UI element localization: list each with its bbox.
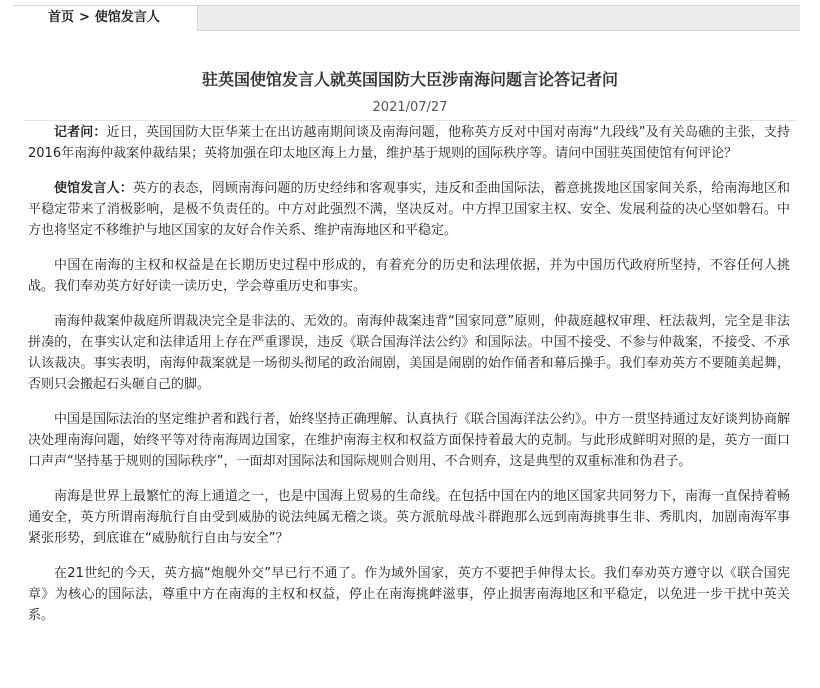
paragraph [28,311,790,395]
breadcrumb-separator: > [79,10,90,25]
paragraph [28,563,790,626]
paragraph-text: 英方的表态，罔顾南海问题的历史经纬和客观事实，违反和歪曲国际法，蓄意挑拨地区国家间关系，给南海地区和平稳定带来了消极影响，是极不负责任的。中方对此强烈不满，坚决反对。中方捍卫国家主权、安全、发展利益的决心坚如磐石。中方也将坚定不移维护与地区国家的友好合作关系、维护南海地区和平稳定。 [28,181,790,238]
paragraph [28,486,790,549]
speaker-label-reporter: 记者问： [54,125,107,140]
breadcrumb-current-link[interactable]: 使馆发言人 [94,10,160,25]
paragraph-text: 中国是国际法治的坚定维护者和践行者，始终坚持正确理解、认真执行《联合国海洋法公约》。中方一贯坚持通过友好谈判协商解决处理南海问题，始终平等对待南海周边国家，在维护南海主权和权益方面保持着最大的克制。与此形成鲜明对照的是，英方一面口口声声“坚持基于规则的国际秩序”，一面却对国际法和国际规则合则用、不合则弃，这是典型的双重标准和伪君子。 [28,412,790,469]
paragraph-text: 南海仲裁案仲裁庭所谓裁决完全是非法的、无效的。南海仲裁案违背“国家同意”原则，仲裁庭越权审理、枉法裁判，完全是非法拼凑的，在事实认定和法律适用上存在严重谬误，违反《联合国海洋法公约》和国际法。中国不接受、不参与仲裁案，不接受、不承认该裁决。事实表明，南海仲裁案就是一场彻头彻尾的政治闹剧，美国是闹剧的始作俑者和幕后操手。我们奉劝英方不要随美起舞，否则只会搬起石头砸自己的脚。 [28,314,790,392]
paragraph [28,409,790,472]
paragraph-text: 南海是世界上最繁忙的海上通道之一，也是中国海上贸易的生命线。在包括中国在内的地区国家共同努力下，南海一直保持着畅通安全，英方所谓南海航行自由受到威胁的说法纯属无稽之谈。英方派航母战斗群跑那么远到南海挑事生非、秀肌肉，加剧南海军事紧张形势，到底谁在“威胁航行自由与安全”？ [28,489,790,546]
breadcrumb-tab [14,6,198,31]
paragraph [28,255,790,297]
breadcrumb-home-link[interactable]: 首页 [48,10,75,25]
paragraph-answer [28,178,790,241]
page-title: 驻英国使馆发言人就英国国防大臣涉南海问题言论答记者问 [201,70,618,89]
article-body [28,122,790,640]
paragraph-text: 中国在南海的主权和权益是在长期历史过程中形成的，有着充分的历史和法理依据，并为中国历代政府所坚持，不容任何人挑战。我们奉劝英方好好读一读历史，学会尊重历史和事实。 [28,258,790,294]
speaker-label-spokesperson: 使馆发言人： [54,181,133,196]
publish-date: 2021/07/27 [372,100,448,115]
breadcrumb [14,5,800,31]
paragraph-text: 在21世纪的今天，英方搞“炮舰外交”早已行不通了。作为域外国家，英方不要把手伸得太长。我们奉劝英方遵守以《联合国宪章》为核心的国际法，尊重中方在南海的主权和权益，停止在南海挑衅滋事，停止损害南海地区和平稳定，以免进一步干扰中英关系。 [28,566,790,623]
title-divider [24,120,796,121]
paragraph-question [28,122,790,164]
paragraph-text: 近日，英国国防大臣华莱士在出访越南期间谈及南海问题，他称英方反对中国对南海“九段线”及有关岛礁的主张，支持2016年南海仲裁案仲裁结果；英将加强在印太地区海上力量，维护基于规则的国际秩序等。请问中国驻英国使馆有何评论？ [28,125,790,161]
